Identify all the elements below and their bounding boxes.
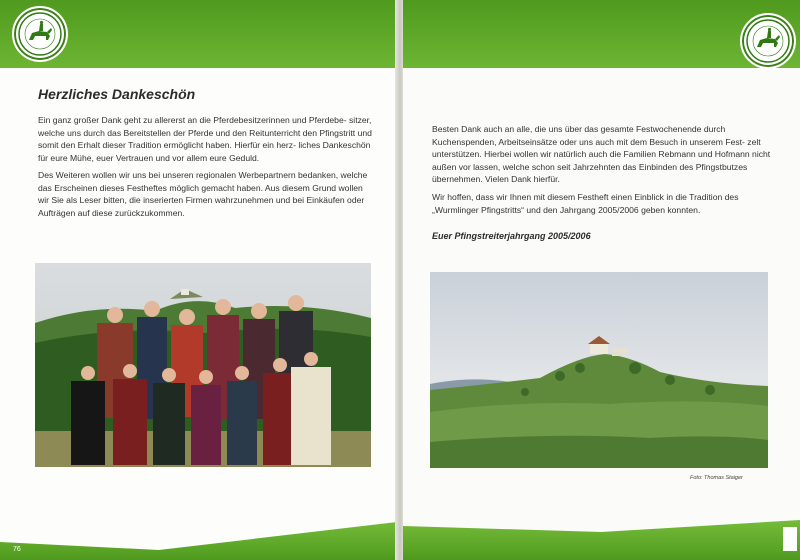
club-emblem-icon <box>740 13 796 69</box>
group-photo <box>35 263 371 467</box>
club-emblem-icon <box>12 6 68 62</box>
closing-paragraph: Wir hoffen, dass wir Ihnen mit diesem Festheft einen Einblick in die Tradition des „Wurmlinger Pfingstritts“ und den Jahrgang 2005/2006 geben konnten. <box>432 192 739 215</box>
photo-credit: Foto: Thomas Staiger <box>690 475 743 481</box>
thanks-paragraph-horse-owners: Ein ganz großer Dank geht zu allererst an die Pferdebesitzerinnen und Pferdebe- sitzer, welche uns durch das Bereitstellen der Pferde und den Reitunterricht den Pfingstritt und somit den Erhalt dieser Tradition ermöglicht haben. Hierfür ein herz- liches Dankeschön für eure Mühe, euer Vertrauen und vor allem eure Geduld. <box>38 115 372 163</box>
signature-line: Euer Pfingstreiterjahrgang 2005/2006 <box>432 231 591 241</box>
page-corner-marker <box>783 527 797 551</box>
page-number: 76 <box>13 546 21 553</box>
page-heading: Herzliches Dankeschön <box>38 86 196 102</box>
thanks-paragraph-helpers: Besten Dank auch an alle, die uns über das gesamte Festwochenende durch Kuchenspenden, Arbeitseinsätze oder uns auch mit dem Besuch in unserem Fest- zelt unterstützen. Hierbei wollen wir natürlich auch die Familien Rebmann und Hofmann nicht außen vor lassen, welche schon seit Jahrzehnten das Einbinden des Pfingstbutzes übernehmen. Vielen Dank hierfür. <box>432 124 771 184</box>
thanks-paragraph-sponsors: Des Weiteren wollen wir uns bei unseren regionalen Werbepartnern bedanken, welche das Erscheinen dieses Festheftes möglich gemacht haben. Aus diesem Grund wollen wir Sie als Leser bitten, die inserierten Firmen wahrzunehmen und bei Einkäufen oder Aufträgen auf diese zurückzukommen. <box>38 170 368 218</box>
hill-chapel-photo <box>430 272 768 468</box>
